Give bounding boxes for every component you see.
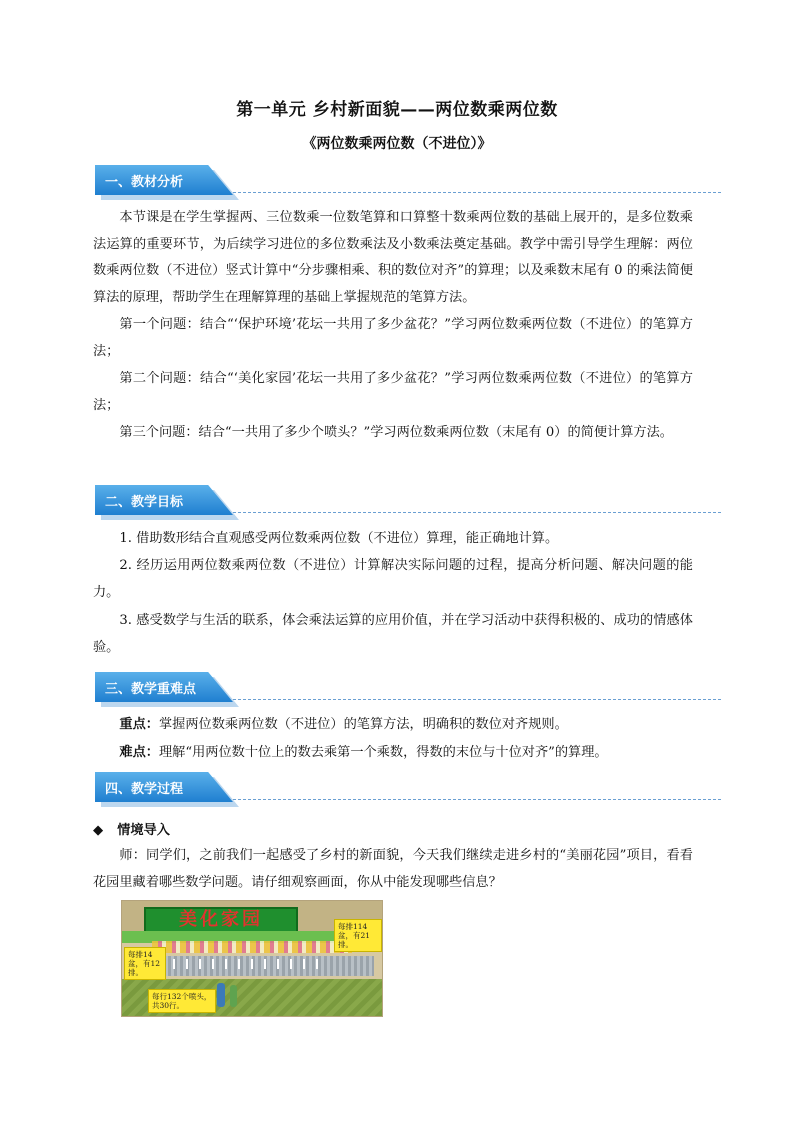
callout-flowers-114: 每排114盆，有21排。: [334, 919, 382, 952]
subheading-situation-intro: [93, 819, 170, 838]
key-point-row: [93, 712, 693, 739]
teacher-dialogue: 师：同学们，之前我们一起感受了乡村的新面貌，今天我们继续走进乡村的“美丽花园”项目，看看花园里藏着哪些数学问题。请仔细观察画面，你从中能发现哪些信息？: [93, 848, 693, 890]
difficult-point-row: [93, 740, 693, 767]
analysis-paragraph-2: 第一个问题：结合“‘保护环境’花坛一共用了多少盆花？”学习两位数乘两位数（不进位）的笔算方法；: [93, 317, 693, 359]
analysis-paragraph-3: 第二个问题：结合“‘美化家园’花坛一共用了多少盆花？”学习两位数乘两位数（不进位）的笔算方法；: [93, 371, 693, 413]
dashed-divider: [233, 192, 721, 193]
analysis-paragraph-1: 本节课是在学生掌握两、三位数乘一位数笔算和口算整十数乘两位数的基础上展开的，是多位数乘法运算的重要环节，为后续学习进位的多位数乘法及小数乘法奠定基础。教学中需引导学生理解：两位数乘两位数（不进位）竖式计算中“分步骤相乘、积的数位对齐”的算理；以及乘数末尾有 0 的乘法简便算法的原理，帮助学生在理解算理的基础上掌握规范的笔算方法。: [93, 210, 693, 305]
analysis-paragraph-4: 第三个问题：结合“一共用了多少个喷头？”学习两位数乘两位数（末尾有 0）的简便计算方法。: [119, 425, 673, 440]
dashed-divider: [233, 799, 721, 800]
difficult-point-text: 理解“用两位数十位上的数去乘第一个乘数，得数的末位与十位对齐”的算理。: [158, 745, 608, 760]
section-label: 一、教材分析: [105, 175, 184, 190]
diamond-icon: ◆: [93, 823, 104, 838]
dashed-divider: [233, 699, 721, 700]
section-header-goals: [95, 485, 721, 515]
key-point-label: 重点：: [119, 717, 159, 732]
section-header-analysis: [95, 165, 721, 195]
subheading-text: 情境导入: [117, 823, 170, 838]
goal-item-2: 2. 经历运用两位数乘两位数（不进位）计算解决实际问题的过程，提高分析问题、解决问题的能力。: [93, 558, 693, 600]
section-label: 三、教学重难点: [105, 682, 197, 697]
section-header-process: [95, 772, 721, 802]
section-label: 二、教学目标: [105, 495, 184, 510]
garden-sign: 美化家园: [144, 907, 298, 933]
dashed-divider: [233, 512, 721, 513]
callout-flowers-14: 每排14盆，有12排。: [124, 947, 166, 980]
goal-item-3: 3. 感受数学与生活的联系，体会乘法运算的应用价值，并在学习活动中获得积极的、成功的情感体验。: [93, 613, 693, 655]
garden-illustration: [121, 900, 383, 1017]
section-header-key-points: [95, 672, 721, 702]
section-label: 四、教学过程: [105, 782, 184, 797]
document-title: 第一单元 乡村新面貌——两位数乘两位数: [236, 100, 558, 120]
document-subtitle: 《两位数乘两位数（不进位）》: [302, 136, 492, 152]
callout-sprinklers: 每行132个喷头，共30行。: [148, 989, 216, 1013]
difficult-point-label: 难点：: [119, 745, 159, 760]
person-figure: [217, 983, 225, 1007]
key-point-text: 掌握两位数乘两位数（不进位）的笔算方法，明确积的数位对齐规则。: [158, 717, 568, 732]
goal-item-1: 1. 借助数形结合直观感受两位数乘两位数（不进位）算理，能正确地计算。: [119, 531, 559, 546]
person-figure: [230, 985, 237, 1007]
